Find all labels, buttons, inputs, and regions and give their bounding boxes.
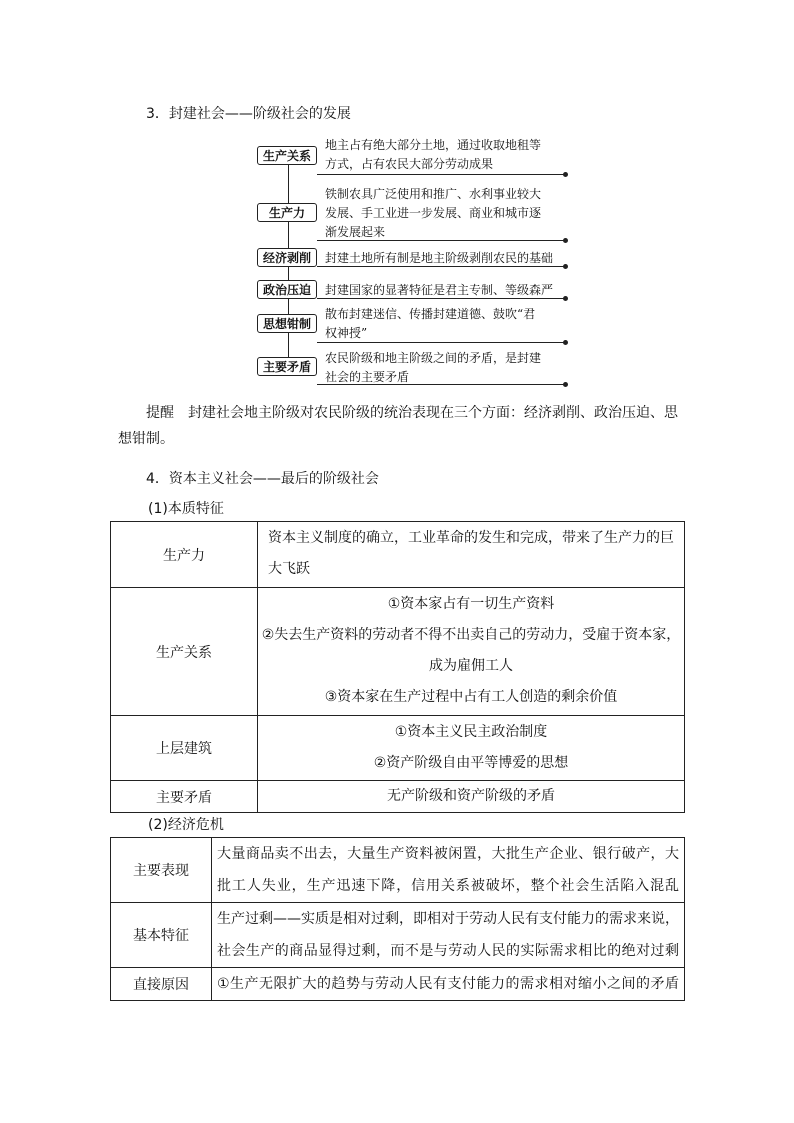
- diagram-text-line: 权神授”: [325, 326, 368, 340]
- table-cell-content: [258, 781, 685, 813]
- diagram-text-line: 渐发展起来: [325, 225, 386, 239]
- diagram-text-line: 铁制农具广泛使用和推广、水利事业较大: [325, 187, 542, 201]
- table-row: [111, 968, 685, 1001]
- table-cell-line: ③资本家在生产过程中占有工人创造的剩余价值: [324, 689, 618, 705]
- diagram-end-dot: [563, 382, 568, 387]
- table-cell-label: 生产力: [111, 522, 258, 588]
- diagram-text-productivity: [325, 185, 567, 242]
- table-cell-label: 主要表现: [111, 838, 212, 903]
- diagram-text-ideological-control: [325, 305, 567, 343]
- diagram-underline: [317, 240, 565, 241]
- table-cell-content: [258, 588, 685, 716]
- table-row: [111, 716, 685, 781]
- table-cell-content: [258, 716, 685, 781]
- diagram-end-dot: [563, 172, 568, 177]
- table-row: [111, 903, 685, 968]
- diagram-label-ideological-control: 思想钳制: [257, 314, 317, 333]
- diagram-text-line: 发展、手工业进一步发展、商业和城市逐: [325, 206, 542, 220]
- economic-crisis-table: [110, 837, 685, 1001]
- section-3-heading: 3．封建社会——阶级社会的发展: [146, 106, 351, 122]
- diagram-text-line: 封建土地所有制是地主阶级剥削农民的基础: [325, 251, 554, 265]
- table-cell-line: ②资产阶级自由平等博爱的思想: [373, 755, 569, 771]
- diagram-text-production-relations: [325, 136, 567, 174]
- table-cell-label: 上层建筑: [111, 716, 258, 781]
- table-cell-label: 主要矛盾: [111, 781, 258, 813]
- tip-line-1: 提醒 封建社会地主阶级对农民阶级的统治表现在三个方面：经济剥削、政治压迫、思: [146, 405, 678, 421]
- diagram-end-dot: [563, 238, 568, 243]
- diagram-end-dot: [563, 296, 568, 301]
- diagram-underline: [317, 298, 565, 299]
- tip-paragraph: [118, 400, 678, 452]
- table-row: [111, 588, 685, 716]
- diagram-underline: [317, 342, 565, 343]
- subheading-essential-features: (1)本质特征: [148, 501, 224, 517]
- diagram-text-line: 散布封建迷信、传播封建道德、鼓吹“君: [325, 307, 536, 321]
- subheading-economic-crisis: (2)经济危机: [148, 817, 224, 833]
- table-cell-line: ①资本主义民主政治制度: [394, 724, 548, 740]
- diagram-underline: [317, 266, 565, 267]
- table-cell-content: [212, 968, 685, 1001]
- diagram-underline: [317, 174, 565, 175]
- table-cell-line: 大飞跃: [268, 561, 311, 577]
- section-4-heading: 4．资本主义社会——最后的阶级社会: [146, 471, 379, 487]
- diagram-label-economic-exploitation: 经济剥削: [257, 248, 317, 267]
- table-cell-line: 生产过剩——实质是相对过剩，即相对于劳动人民有支付能力的需求来说，: [217, 911, 679, 927]
- diagram-text-line: 社会的主要矛盾: [325, 370, 410, 384]
- diagram-text-line: 农民阶级和地主阶级之间的矛盾，是封建: [325, 351, 542, 365]
- table-cell-label: 生产关系: [111, 588, 258, 716]
- table-cell-content: [212, 838, 685, 903]
- diagram-label-political-oppression: 政治压迫: [257, 280, 317, 299]
- table-cell-content: [212, 903, 685, 968]
- diagram-text-main-contradiction: [325, 349, 567, 387]
- diagram-label-production-relations: 生产关系: [257, 146, 317, 165]
- table-cell-line: 大量商品卖不出去，大量生产资料被闲置，大批生产企业、银行破产，大: [217, 846, 679, 862]
- diagram-label-productivity: 生产力: [257, 203, 317, 222]
- table-row: [111, 781, 685, 813]
- diagram-text-line: 方式，占有农民大部分劳动成果: [325, 157, 494, 171]
- essential-features-table: [110, 521, 685, 813]
- diagram-label-main-contradiction: 主要矛盾: [257, 357, 317, 376]
- table-cell-line: 成为雇佣工人: [429, 658, 514, 674]
- table-cell-label: 直接原因: [111, 968, 212, 1001]
- table-cell-content: [258, 522, 685, 588]
- table-cell-line: ①生产无限扩大的趋势与劳动人民有支付能力的需求相对缩小之间的矛盾: [217, 976, 679, 992]
- diagram-underline: [317, 384, 565, 385]
- table-cell-line: 批工人失业，生产迅速下降，信用关系被破坏，整个社会生活陷入混乱: [217, 878, 679, 894]
- table-row: [111, 838, 685, 903]
- diagram-text-line: 封建国家的显著特征是君主专制、等级森严: [325, 283, 554, 297]
- diagram-end-dot: [563, 264, 568, 269]
- tip-line-2: 想钳制。: [118, 431, 174, 447]
- table-cell-line: 社会生产的商品显得过剩，而不是与劳动人民的实际需求相比的绝对过剩: [217, 943, 679, 959]
- table-cell-line: 无产阶级和资产阶级的矛盾: [387, 788, 556, 804]
- table-row: [111, 522, 685, 588]
- table-cell-line: 资本主义制度的确立，工业革命的发生和完成，带来了生产力的巨: [268, 530, 675, 546]
- diagram-text-line: 地主占有绝大部分土地，通过收取地租等: [325, 138, 542, 152]
- diagram-end-dot: [563, 340, 568, 345]
- table-cell-line: ①资本家占有一切生产资料: [387, 596, 555, 612]
- table-cell-label: 基本特征: [111, 903, 212, 968]
- table-cell-line: ②失去生产资料的劳动者不得不出卖自己的劳动力，受雇于资本家，: [261, 627, 681, 643]
